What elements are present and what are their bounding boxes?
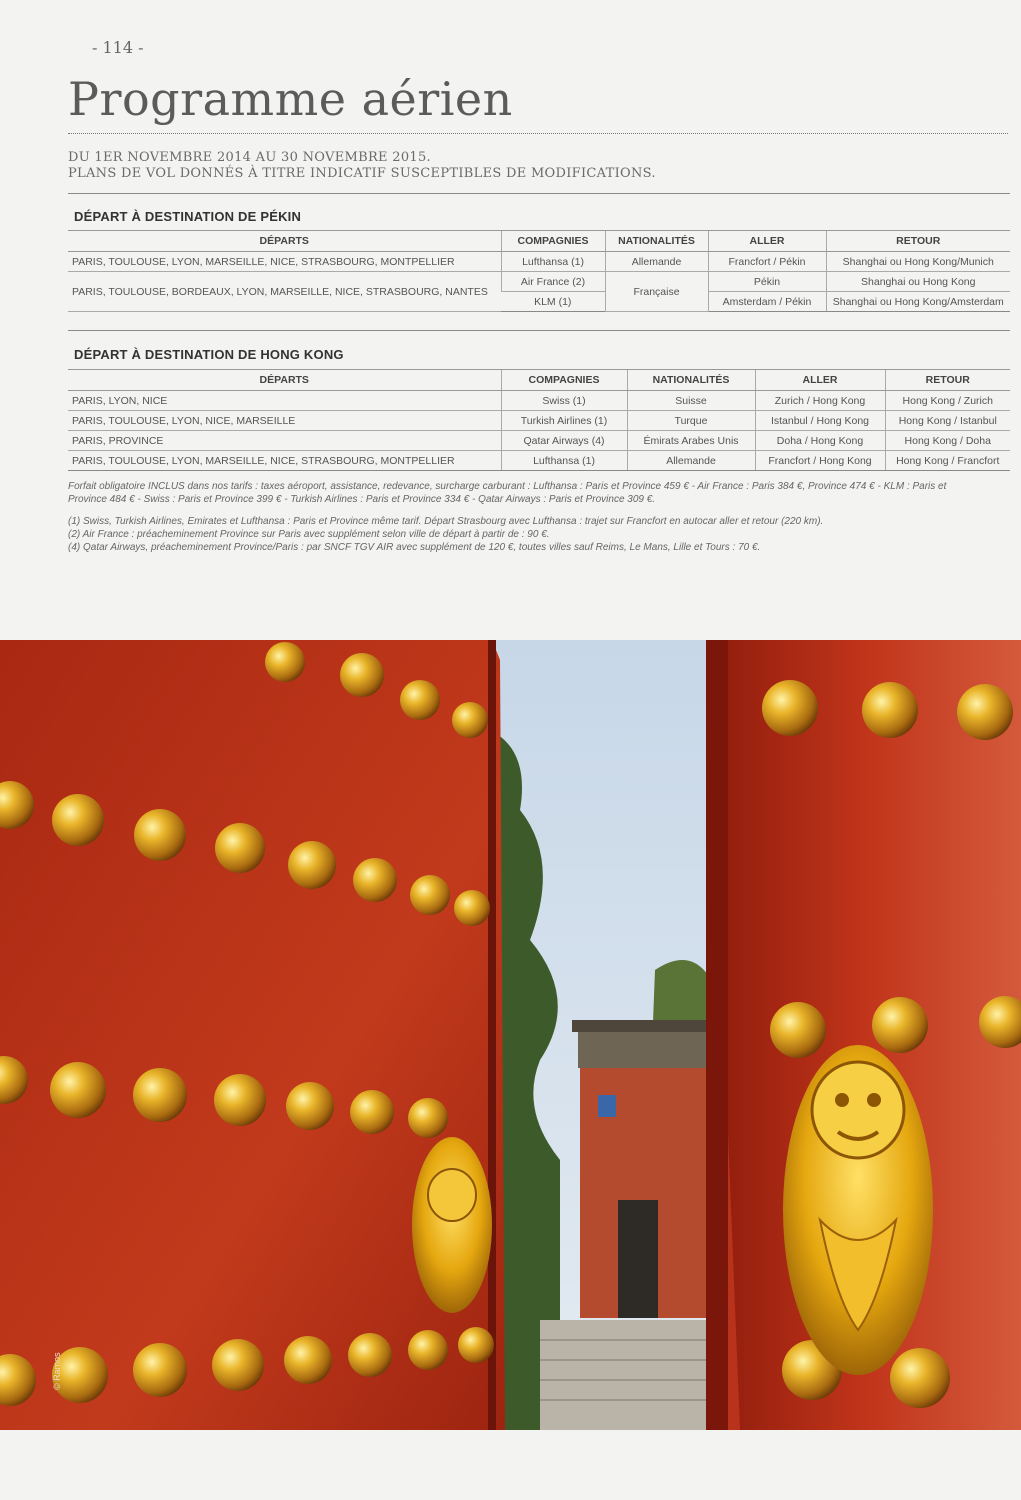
cell-compagnie: Swiss (1) xyxy=(501,391,627,411)
section-divider xyxy=(68,193,1010,194)
cell-nationalite: Turque xyxy=(627,411,755,431)
photo-credit: © Ramos xyxy=(52,1352,62,1390)
cell-nationalite: Allemande xyxy=(627,451,755,471)
footnote-1: (1) Swiss, Turkish Airlines, Emirates et Lufthansa : Paris et Province même tarif. Départ Strasbourg avec Lufthansa : trajet sur Francfort en autocar aller et retour (220 km). xyxy=(68,516,824,527)
intro-disclaimer: PLANS DE VOL DONNÉS À TITRE INDICATIF SUSCEPTIBLES DE MODIFICATIONS. xyxy=(68,166,656,181)
beijing-table xyxy=(68,230,1010,312)
section-divider xyxy=(68,330,1010,331)
table-row xyxy=(68,252,1010,272)
table-row xyxy=(68,431,1010,451)
col-nationalites: NATIONALITÉS xyxy=(605,231,708,252)
cell-aller: Istanbul / Hong Kong xyxy=(755,411,885,431)
left-door xyxy=(0,640,505,1430)
beijing-heading: DÉPART À DESTINATION DE PÉKIN xyxy=(74,209,302,224)
title-divider xyxy=(68,133,1008,134)
intro-text xyxy=(68,150,968,182)
cell-nationalite: Suisse xyxy=(627,391,755,411)
col-aller: ALLER xyxy=(708,231,826,252)
footnote-4: (4) Qatar Airways, préacheminement Province/Paris : par SNCF TGV AIR avec supplément de 120 €, toutes villes sauf Reims, Le Mans, Lille et Tours : 70 €. xyxy=(68,542,761,553)
cell-aller: Pékin xyxy=(708,272,826,292)
stairs xyxy=(540,1320,715,1430)
col-departs: DÉPARTS xyxy=(68,370,501,391)
lion-door-plate xyxy=(412,1137,492,1313)
cell-compagnie: Turkish Airlines (1) xyxy=(501,411,627,431)
cell-compagnie: Air France (2) xyxy=(501,272,605,292)
cell-aller: Zurich / Hong Kong xyxy=(755,391,885,411)
cell-compagnie: Qatar Airways (4) xyxy=(501,431,627,451)
col-retour: RETOUR xyxy=(826,231,1010,252)
cell-aller: Amsterdam / Pékin xyxy=(708,292,826,312)
col-retour: RETOUR xyxy=(885,370,1010,391)
page-title: Programme aérien xyxy=(68,72,513,126)
cell-departs: PARIS, TOULOUSE, BORDEAUX, LYON, MARSEILLE, NICE, STRASBOURG, NANTES xyxy=(68,272,501,312)
cell-retour: Hong Kong / Francfort xyxy=(885,451,1010,471)
cell-aller: Francfort / Pékin xyxy=(708,252,826,272)
gate-roof xyxy=(578,1028,708,1068)
cell-retour: Shanghai ou Hong Kong xyxy=(826,272,1010,292)
cell-departs: PARIS, TOULOUSE, LYON, MARSEILLE, NICE, STRASBOURG, MONTPELLIER xyxy=(68,451,501,471)
cell-retour: Shanghai ou Hong Kong/Amsterdam xyxy=(826,292,1010,312)
hongkong-table xyxy=(68,369,1010,471)
cell-aller: Francfort / Hong Kong xyxy=(755,451,885,471)
cell-retour: Hong Kong / Doha xyxy=(885,431,1010,451)
cell-aller: Doha / Hong Kong xyxy=(755,431,885,451)
cell-departs: PARIS, TOULOUSE, LYON, MARSEILLE, NICE, STRASBOURG, MONTPELLIER xyxy=(68,252,501,272)
cell-nationalite: Émirats Arabes Unis xyxy=(627,431,755,451)
table-header-row xyxy=(68,231,1010,252)
cell-retour: Shanghai ou Hong Kong/Munich xyxy=(826,252,1010,272)
footnote-2: (2) Air France : préacheminement Province sur Paris avec supplément selon ville de départ à partir de : 90 €. xyxy=(68,529,550,540)
table-row xyxy=(68,272,1010,292)
col-nationalites: NATIONALITÉS xyxy=(627,370,755,391)
cell-retour: Hong Kong / Zurich xyxy=(885,391,1010,411)
table-header-row xyxy=(68,370,1010,391)
cell-compagnie: KLM (1) xyxy=(501,292,605,312)
cell-retour: Hong Kong / Istanbul xyxy=(885,411,1010,431)
table-row xyxy=(68,391,1010,411)
hongkong-heading: DÉPART À DESTINATION DE HONG KONG xyxy=(74,347,344,362)
col-aller: ALLER xyxy=(755,370,885,391)
col-departs: DÉPARTS xyxy=(68,231,501,252)
cell-departs: PARIS, PROVINCE xyxy=(68,431,501,451)
col-compagnies: COMPAGNIES xyxy=(501,370,627,391)
cell-departs: PARIS, TOULOUSE, LYON, NICE, MARSEILLE xyxy=(68,411,501,431)
page-number: - 114 - xyxy=(92,38,144,57)
cell-compagnie: Lufthansa (1) xyxy=(501,451,627,471)
cell-nationalite: Allemande xyxy=(605,252,708,272)
cell-compagnie: Lufthansa (1) xyxy=(501,252,605,272)
gate-doorway xyxy=(618,1200,658,1318)
col-compagnies: COMPAGNIES xyxy=(501,231,605,252)
temple-doors-photo xyxy=(0,640,1021,1430)
forfait-note: Forfait obligatoire INCLUS dans nos tarifs : taxes aéroport, assistance, redevance, surcharge carburant : Lufthansa : Paris et Province 459 € - Air France : Paris 384 €, Province 474 € - KLM : Paris et Province 484 € - Swiss : Paris et Province 399 € - Turkish Airlines : Paris et Province 334 € - Qatar Airways : Paris et Province 309 €. xyxy=(68,481,947,505)
cell-nationalite: Française xyxy=(605,272,708,312)
footnotes xyxy=(68,480,968,554)
cell-departs: PARIS, LYON, NICE xyxy=(68,391,501,411)
table-row xyxy=(68,411,1010,431)
table-row xyxy=(68,451,1010,471)
intro-dates: DU 1ER NOVEMBRE 2014 AU 30 NOVEMBRE 2015. xyxy=(68,150,431,165)
